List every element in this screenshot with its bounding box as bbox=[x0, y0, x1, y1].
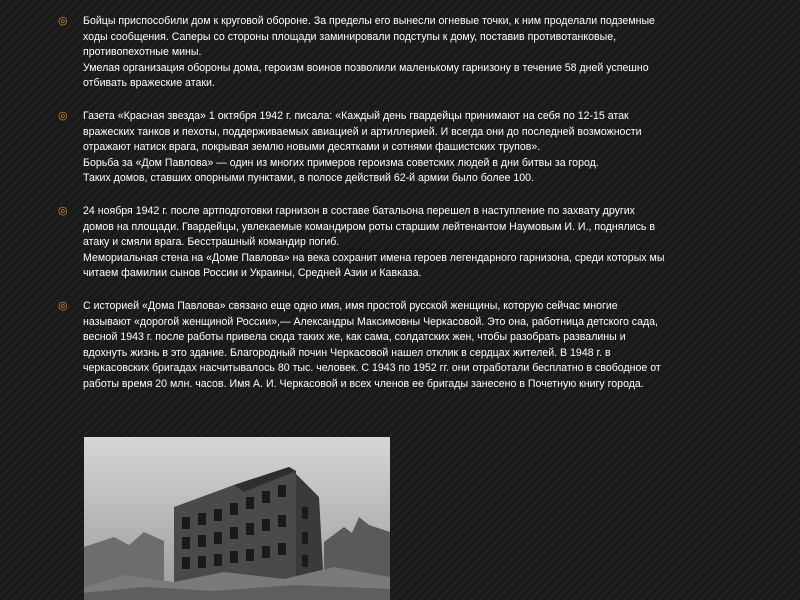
ruined-building-illustration bbox=[84, 437, 390, 600]
paragraph: Мемориальная стена на «Доме Павлова» на века сохранит имена героев легендарного гарнизона, среди которых мы читаем фамилии сынов России и Украины, Средней Азии и Кавказа. bbox=[83, 251, 665, 280]
bullet-icon: ◎ bbox=[58, 204, 68, 217]
bullet-icon: ◎ bbox=[58, 15, 68, 27]
paragraph: Борьба за «Дом Павлова» — один из многих примеров героизма советских людей в дни битвы за город. bbox=[83, 156, 599, 169]
paragraph: С историей «Дома Павлова» связано еще одно имя, имя простой русской женщины, которую сейчас многие называют «дорогой женщиной России»,— Александры Максимовны Черкасовой. Это она, работница детского сада, весной 1943 г. после работы привела сюда таких же, как сама, солдатских жен, чтобы разобрать развалины и вдохнуть жизнь в это здание. Благородный почин Черкасовой нашел отклик в сердцах жителей. В 1948 г. в черкасовских бригадах насчитывалось 80 тыс. человек. С 1943 по 1952 гг. они отработали бесплатно в свободное от работы время 20 млн. часов. Имя А. И. Черкасовой и всех членов ее бригады занесено в Почетную книгу города. bbox=[83, 299, 661, 390]
paragraph: 24 ноября 1942 г. после артподготовки гарнизон в составе батальона перешел в наступление по захвату других домов на площади. Гвардейцы, увлекаемые командиром роты старшим лейтенантом Наумовым И. И., поднялись в атаку и смяли врага. Бесстрашный командир погиб. bbox=[83, 204, 656, 249]
bullet-icon: ◎ bbox=[58, 109, 68, 122]
bullet-block bbox=[58, 109, 668, 187]
bullet-icon: ◎ bbox=[58, 299, 68, 312]
slide-text bbox=[58, 14, 668, 392]
paragraph: Таких домов, ставших опорными пунктами, в полосе действий 62-й армии было более 100. bbox=[83, 172, 534, 185]
paragraph: Бойцы приспособили дом к круговой обороне. За пределы его вынесли огневые точки, к ним проделали подземные ходы сообщения. Саперы со стороны площади заминировали подступы к дому, поставив противотанковые, противопехотные мины. bbox=[83, 15, 655, 59]
bullet-block bbox=[58, 14, 668, 92]
bullet-block bbox=[58, 204, 668, 282]
bullet-block bbox=[58, 299, 668, 393]
paragraph: Умелая организация обороны дома, героизм воинов позволили маленькому гарнизону в течение 58 дней успешно отбивать вражеские атаки. bbox=[83, 61, 649, 90]
paragraph: Газета «Красная звезда» 1 октября 1942 г. писала: «Каждый день гвардейцы принимают на себя по 12-15 атак вражеских танков и пехоты, поддерживаемых авиацией и артиллерией. И всегда они до последней возможности отражают натиск врага, покрывая землю новыми десятками и сотнями фашистских трупов». bbox=[83, 109, 642, 154]
ruined-building-photo bbox=[84, 437, 390, 600]
